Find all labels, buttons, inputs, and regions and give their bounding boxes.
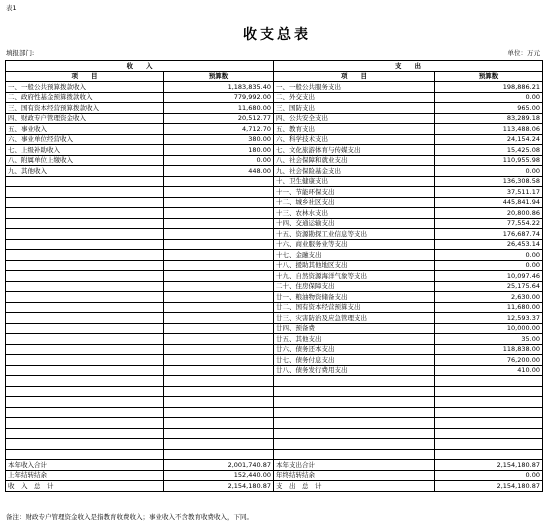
income-value: 1,183,835.40 [164, 82, 274, 93]
expense-item: 廿六、债务还本支出 [274, 344, 435, 355]
table-row [6, 302, 543, 313]
income-value: 180.00 [164, 145, 274, 156]
page-title: 收支总表 [243, 27, 311, 43]
table-row [6, 82, 543, 93]
income-value [164, 176, 274, 187]
income-item [6, 260, 164, 271]
income-item [6, 355, 164, 366]
income-item [6, 334, 164, 345]
expense-item: 六、科学技术支出 [274, 134, 435, 145]
expense-item: 廿一、粮油物资储备支出 [274, 292, 435, 303]
expense-value [435, 418, 543, 429]
expense-value: 26,453.14 [435, 239, 543, 250]
expense-value: 11,680.00 [435, 302, 543, 313]
table-row [6, 439, 543, 450]
income-value: 4,712.70 [164, 124, 274, 135]
expense-item [274, 397, 435, 408]
dept-label: 填报部门: [6, 49, 35, 57]
expense-item: 廿四、预备费 [274, 323, 435, 334]
table-row [6, 355, 543, 366]
table-row [6, 187, 543, 198]
expense-value [435, 449, 543, 460]
table-row [6, 92, 543, 103]
table-row [6, 124, 543, 135]
expense-item [274, 449, 435, 460]
income-value: 448.00 [164, 166, 274, 177]
income-value [164, 376, 274, 387]
income-item [6, 229, 164, 240]
income-item [6, 323, 164, 334]
expense-item: 廿七、债务付息支出 [274, 355, 435, 366]
expense-item: 一、一般公共服务支出 [274, 82, 435, 93]
expense-value: 0.00 [435, 250, 543, 261]
table-row [6, 218, 543, 229]
expense-item [274, 386, 435, 397]
expense-value: 35.00 [435, 334, 543, 345]
section-header-row [6, 61, 543, 72]
income-item-header: 项 目 [6, 71, 164, 82]
income-total-value: 152,440.00 [164, 470, 274, 481]
table-row [6, 344, 543, 355]
expense-item: 十三、农林水支出 [274, 208, 435, 219]
income-item [6, 418, 164, 429]
income-value [164, 208, 274, 219]
expense-value: 2,630.00 [435, 292, 543, 303]
income-item [6, 176, 164, 187]
income-value [164, 323, 274, 334]
income-item [6, 313, 164, 324]
income-item [6, 187, 164, 198]
income-value: 380.00 [164, 134, 274, 145]
expense-value: 83,289.18 [435, 113, 543, 124]
expense-item: 五、教育支出 [274, 124, 435, 135]
table-row [6, 166, 543, 177]
income-item [6, 344, 164, 355]
expense-value: 0.00 [435, 166, 543, 177]
table-row [6, 155, 543, 166]
income-value: 0.00 [164, 155, 274, 166]
expense-item: 十、卫生健康支出 [274, 176, 435, 187]
table-row [6, 386, 543, 397]
income-item: 一、一般公共预算拨款收入 [6, 82, 164, 93]
income-item [6, 365, 164, 376]
expense-value [435, 376, 543, 387]
income-total-item: 本年收入合计 [6, 460, 164, 471]
table-row [6, 334, 543, 345]
income-value [164, 418, 274, 429]
expense-value: 965.00 [435, 103, 543, 114]
expense-item: 十五、资源勘探工业信息等支出 [274, 229, 435, 240]
expense-item [274, 407, 435, 418]
table-number: 表1 [6, 4, 17, 12]
expense-total-value: 2,154,180.87 [435, 481, 543, 492]
expense-value: 20,800.86 [435, 208, 543, 219]
expense-item [274, 376, 435, 387]
income-value [164, 407, 274, 418]
expense-value [435, 397, 543, 408]
expense-total-value: 0.00 [435, 470, 543, 481]
expense-total-value: 2,154,180.87 [435, 460, 543, 471]
expense-value: 0.00 [435, 260, 543, 271]
income-value [164, 313, 274, 324]
income-item: 二、政府性基金预算拨款收入 [6, 92, 164, 103]
column-header-row [6, 71, 543, 82]
income-item [6, 281, 164, 292]
income-value [164, 428, 274, 439]
income-value [164, 355, 274, 366]
table-row [6, 260, 543, 271]
income-value [164, 239, 274, 250]
expense-item: 七、文化旅游体育与传媒支出 [274, 145, 435, 156]
expense-total-item: 支 出 总 计 [274, 481, 435, 492]
expense-value: 176,687.74 [435, 229, 543, 240]
income-item: 六、事业单位经营收入 [6, 134, 164, 145]
income-value [164, 271, 274, 282]
expense-value: 77,554.22 [435, 218, 543, 229]
expense-value: 118,838.00 [435, 344, 543, 355]
expense-item: 八、社会保障和就业支出 [274, 155, 435, 166]
income-item [6, 271, 164, 282]
table-row [6, 418, 543, 429]
income-value [164, 397, 274, 408]
income-value [164, 386, 274, 397]
footnote: 备注：财政专户管理资金收入是指教育收费收入；事业收入不含教育收费收入，下同。 [6, 513, 253, 521]
expense-item: 四、公共安全支出 [274, 113, 435, 124]
expense-value: 198,886.21 [435, 82, 543, 93]
table-row [6, 176, 543, 187]
expense-value: 10,000.00 [435, 323, 543, 334]
income-item [6, 250, 164, 261]
income-value [164, 334, 274, 345]
income-item: 五、事业收入 [6, 124, 164, 135]
income-value [164, 449, 274, 460]
income-total-item: 收 入 总 计 [6, 481, 164, 492]
table-row [6, 250, 543, 261]
income-item: 七、上级补助收入 [6, 145, 164, 156]
income-value [164, 365, 274, 376]
expense-value [435, 439, 543, 450]
expense-item [274, 439, 435, 450]
expense-value [435, 428, 543, 439]
income-item [6, 439, 164, 450]
table-row [6, 281, 543, 292]
table-row [6, 145, 543, 156]
table-row [6, 239, 543, 250]
expense-value: 25,175.64 [435, 281, 543, 292]
income-value [164, 281, 274, 292]
expense-item: 二十、住房保障支出 [274, 281, 435, 292]
income-item [6, 449, 164, 460]
income-value [164, 197, 274, 208]
income-value [164, 218, 274, 229]
expense-item: 十六、商业服务业等支出 [274, 239, 435, 250]
expense-item: 三、国防支出 [274, 103, 435, 114]
table-row [6, 292, 543, 303]
expense-item: 十四、交通运输支出 [274, 218, 435, 229]
income-total-item: 上年结转结余 [6, 470, 164, 481]
income-value [164, 187, 274, 198]
income-value: 20,512.77 [164, 113, 274, 124]
income-total-value: 2,001,740.87 [164, 460, 274, 471]
income-item: 八、附属单位上缴收入 [6, 155, 164, 166]
income-budget-header: 预算数 [164, 71, 274, 82]
income-value: 11,680.00 [164, 103, 274, 114]
expense-value: 37,511.17 [435, 187, 543, 198]
expense-item: 十一、节能环保支出 [274, 187, 435, 198]
table-row [6, 113, 543, 124]
table-row [6, 449, 543, 460]
table-row [6, 323, 543, 334]
total-row [6, 470, 543, 481]
expense-section-title: 支 出 [274, 61, 543, 72]
income-item [6, 292, 164, 303]
income-item: 三、国有资本经营预算拨款收入 [6, 103, 164, 114]
expense-item [274, 428, 435, 439]
expense-item: 十八、援助其他地区支出 [274, 260, 435, 271]
expense-value: 24,154.24 [435, 134, 543, 145]
expense-item: 十七、金融支出 [274, 250, 435, 261]
expense-value [435, 407, 543, 418]
income-total-value: 2,154,180.87 [164, 481, 274, 492]
income-value [164, 229, 274, 240]
expense-value: 445,841.94 [435, 197, 543, 208]
table-row [6, 271, 543, 282]
expense-item: 廿二、国有资本经营预算支出 [274, 302, 435, 313]
total-row [6, 460, 543, 471]
income-value [164, 260, 274, 271]
income-value: 779,992.00 [164, 92, 274, 103]
income-item [6, 239, 164, 250]
budget-table [5, 60, 543, 492]
expense-item: 二、外交支出 [274, 92, 435, 103]
expense-item: 廿三、灾害防治及应急管理支出 [274, 313, 435, 324]
income-item: 四、财政专户管理资金收入 [6, 113, 164, 124]
income-item [6, 218, 164, 229]
income-value [164, 439, 274, 450]
income-item [6, 386, 164, 397]
expense-value: 12,593.37 [435, 313, 543, 324]
income-item [6, 302, 164, 313]
table-row [6, 365, 543, 376]
table-row [6, 103, 543, 114]
expense-item: 廿五、其他支出 [274, 334, 435, 345]
expense-value: 76,200.00 [435, 355, 543, 366]
unit-label: 单位：万元 [507, 49, 540, 57]
table-row [6, 428, 543, 439]
table-row [6, 376, 543, 387]
expense-value: 410.00 [435, 365, 543, 376]
income-item [6, 197, 164, 208]
income-item: 九、其他收入 [6, 166, 164, 177]
expense-item-header: 项 目 [274, 71, 435, 82]
income-value [164, 302, 274, 313]
expense-item: 廿八、债务发行费用支出 [274, 365, 435, 376]
income-value [164, 250, 274, 261]
income-section-title: 收 入 [6, 61, 274, 72]
income-item [6, 407, 164, 418]
income-item [6, 376, 164, 387]
expense-value: 0.00 [435, 92, 543, 103]
table-row [6, 407, 543, 418]
table-row [6, 208, 543, 219]
table-row [6, 313, 543, 324]
expense-item [274, 418, 435, 429]
income-item [6, 397, 164, 408]
expense-budget-header: 预算数 [435, 71, 543, 82]
table-row [6, 229, 543, 240]
income-value [164, 344, 274, 355]
income-item [6, 428, 164, 439]
table-row [6, 197, 543, 208]
expense-total-item: 本年支出合计 [274, 460, 435, 471]
total-row [6, 481, 543, 492]
expense-item: 九、社会保险基金支出 [274, 166, 435, 177]
expense-value: 136,308.58 [435, 176, 543, 187]
expense-item: 十二、城乡社区支出 [274, 197, 435, 208]
income-item [6, 208, 164, 219]
expense-value [435, 386, 543, 397]
income-value [164, 292, 274, 303]
table-row [6, 134, 543, 145]
expense-item: 十九、自然资源海洋气象等支出 [274, 271, 435, 282]
expense-total-item: 年终结转结余 [274, 470, 435, 481]
expense-value: 110,955.98 [435, 155, 543, 166]
expense-value: 113,488.06 [435, 124, 543, 135]
expense-value: 15,425.08 [435, 145, 543, 156]
table-row [6, 397, 543, 408]
expense-value: 10,097.46 [435, 271, 543, 282]
